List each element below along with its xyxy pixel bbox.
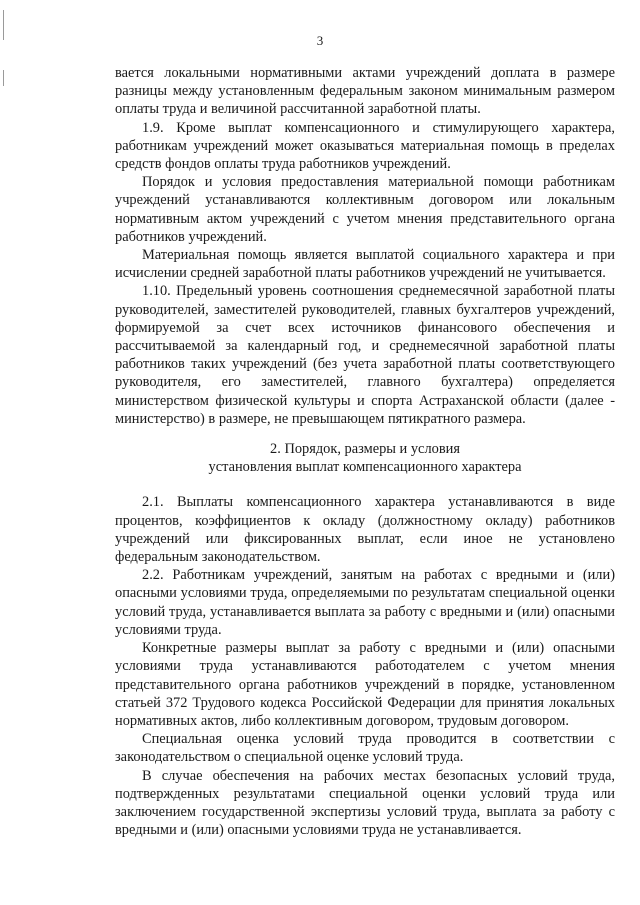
paragraph-specific-amounts: Конкретные размеры выплат за работу с вредными и (или) опасными условиями труда устанавливаются работодателем с учетом мнения представительного органа работников учреждений в порядке, установленном статьей 372 Трудового кодекса Российской Федерации для принятия локальных нормативных актов, либо коллективным договором, трудовым договором. bbox=[115, 640, 615, 729]
paragraph-material-aid-procedure: Порядок и условия предоставления материальной помощи работникам учреждений устанавливаются коллективным договором или локальным нормативным актом учреждений с учетом мнения представительного органа работников учреждений. bbox=[115, 174, 615, 245]
paragraph-2-2: 2.2. Работникам учреждений, занятым на работах с вредными и (или) опасными условиями труда, определяемыми по результатам специальной оценки условий труда, устанавливается выплата за работу с вредными и (или) опасными условиями труда. bbox=[115, 567, 615, 638]
paragraph-2-1: 2.1. Выплаты компенсационного характера устанавливаются в виде процентов, коэффициентов к окладу (должностному окладу) работников учреждений или фиксированных выплат, если иное не установлено федеральным законодательством. bbox=[115, 494, 615, 566]
page-number: 3 bbox=[316, 33, 324, 48]
paragraph-safe-conditions: В случае обеспечения на рабочих местах безопасных условий труда, подтвержденных результатами специальной оценки условий труда или заключением государственной экспертизы условий труда, выплата за работу с вредными и (или) опасными условиями труда не устанавливается. bbox=[115, 767, 615, 839]
paragraph-special-assessment: Специальная оценка условий труда проводится в соответствии с законодательством о специальной оценке условий труда. bbox=[115, 731, 615, 766]
section-heading bbox=[115, 440, 615, 476]
document-body bbox=[115, 64, 615, 839]
paragraph-continuation: вается локальными нормативными актами учреждений доплата в размере разницы между установленным федеральным законом минимальным размером оплаты труда и величиной рассчитанной заработной платы. bbox=[115, 65, 615, 118]
paragraph-material-aid-nature: Материальная помощь является выплатой социального характера и при исчислении средней заработной платы работников учреждений не учитывается. bbox=[115, 247, 615, 282]
section-heading-line-1: 2. Порядок, размеры и условия bbox=[270, 441, 460, 458]
paragraph-1-9: 1.9. Кроме выплат компенсационного и стимулирующего характера, работникам учреждений может оказываться материальная помощь в пределах средств фондов оплаты труда работников учреждений. bbox=[115, 119, 615, 173]
scan-edge-mark bbox=[3, 70, 4, 86]
section-heading-line-2: установления выплат компенсационного характера bbox=[208, 459, 522, 476]
paragraph-1-10: 1.10. Предельный уровень соотношения среднемесячной заработной платы руководителей, заместителей руководителей, главных бухгалтеров учреждений, формируемой за счет всех источников финансового обеспечения и рассчитываемой за календарный год, и среднемесячной заработной платы работников таких учреждений (без учета заработной платы соответствующего руководителя, его заместителей, главного бухгалтера) определяется министерством физической культуры и спорта Астраханской области (далее - министерство) в размере, не превышающем пятикратного размера. bbox=[115, 283, 615, 427]
